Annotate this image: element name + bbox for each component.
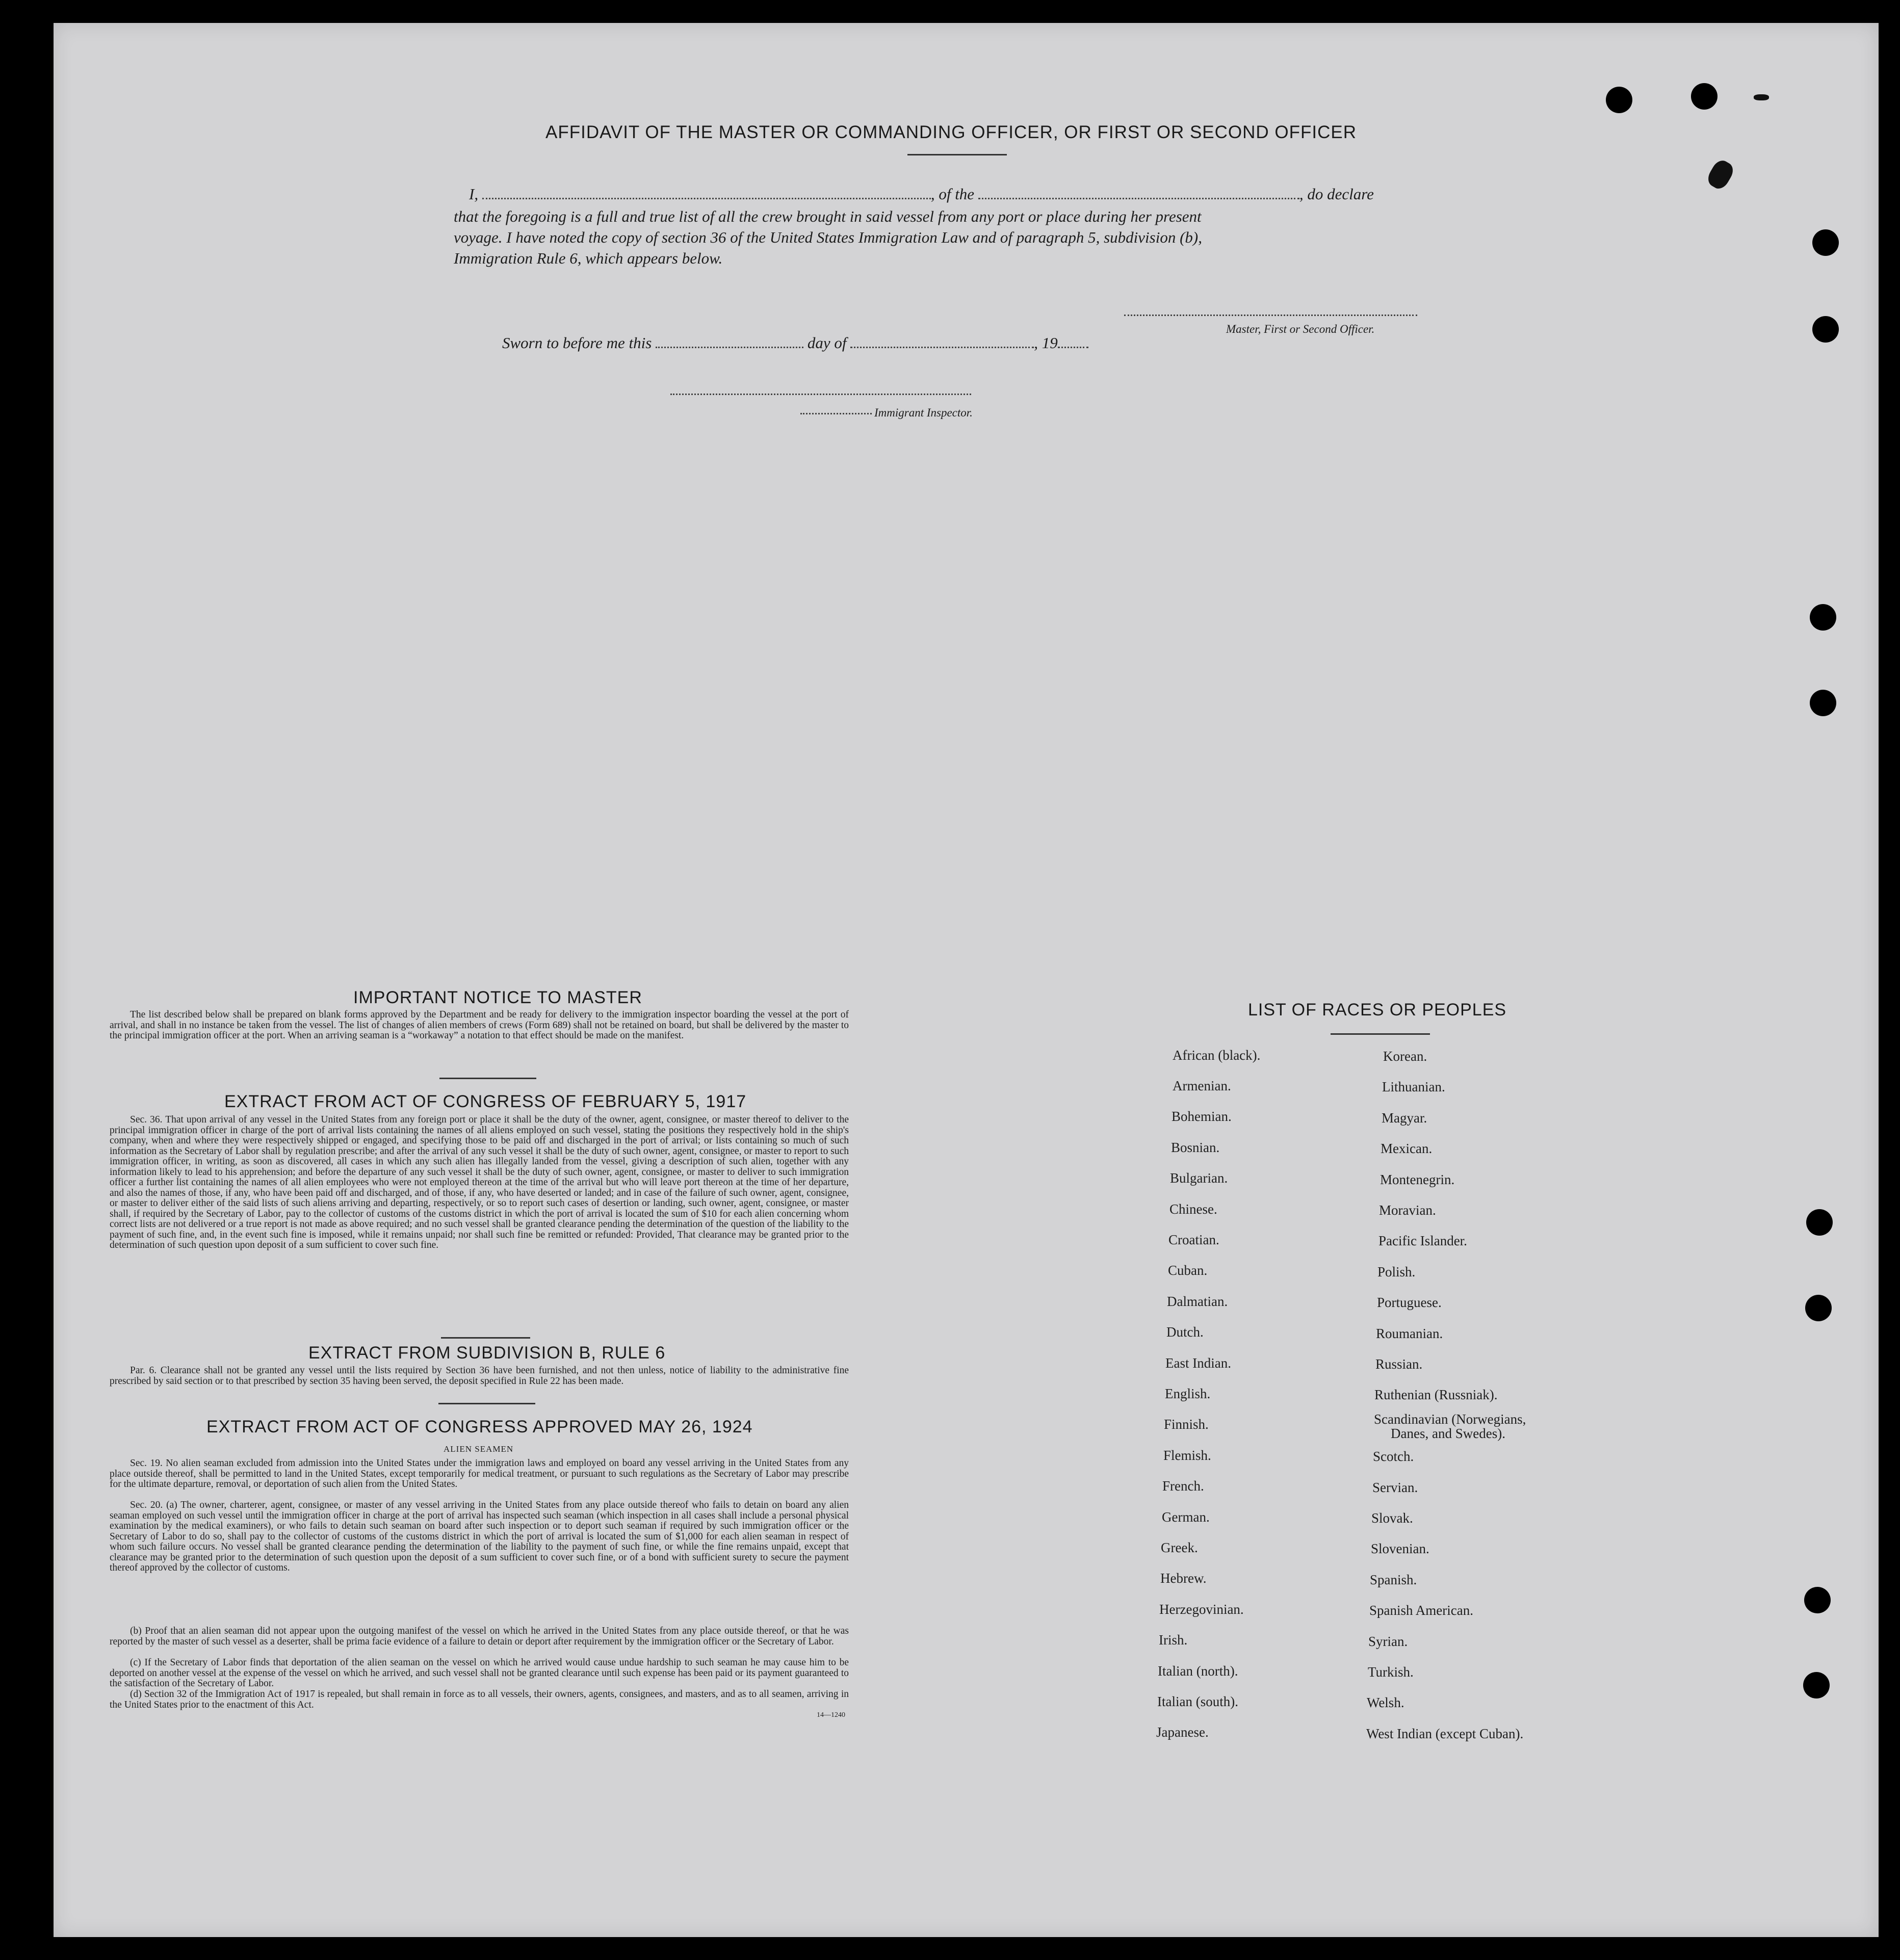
- sec20a-text: Sec. 20. (a) The owner, charterer, agent, consignee, or master of any vessel arriving in the United States from any place outside thereof who fails to detain on board any alien seaman employed on such vessel until the immigration officer in charge at the port of arrival has inspected such seaman (which inspection in all cases shall include a personal physical examination by the medical examiners), or who fails to detain such seaman on board after such inspection or to deport such seaman if required by such immigration officer or the Secretary of Labor to do so, shall pay to the collector of customs of the customs district in which the port of arrival is located the sum of $1,000 for each alien seaman in respect of whom such failure occurs. No vessel shall be granted clearance pending the determination of the liability to the payment of such fine, or while the fine remains unpaid, except that clearance may be granted prior to the determination of such question upon the deposit of a sum sufficient to cover such fine, or of a bond with sufficient surety to secure the payment thereof approved by the collector of customs.: [110, 1500, 849, 1573]
- race-item: Portuguese.: [1377, 1295, 1442, 1310]
- race-item: Irish.: [1159, 1632, 1188, 1648]
- punch-hole: [1812, 229, 1839, 256]
- race-item: Scandinavian (Norwegians,: [1374, 1412, 1526, 1427]
- races-title: LIST OF RACES OR PEOPLES: [1248, 1000, 1507, 1020]
- notice-text: The list described below shall be prepared on blank forms approved by the Department and be ready for delivery to the immigration inspector boarding the vessel at the port of arrival, and shall in no instance be taken from the vessel. The list of changes of alien members of crews (Form 689) shall not be retained on board, but shall be delivered by the master to the principal immigration officer at the port. When an arriving seaman is a “workaway” a notation to that effect should be made on the manifest.: [110, 1009, 849, 1041]
- race-item: Roumanian.: [1376, 1326, 1443, 1341]
- race-item: Slovenian.: [1371, 1541, 1429, 1556]
- punch-hole: [1803, 1672, 1830, 1698]
- race-item: Bosnian.: [1171, 1140, 1220, 1155]
- vessel-field[interactable]: [978, 187, 1299, 199]
- race-item: Turkish.: [1368, 1664, 1414, 1680]
- master-signature-line[interactable]: [1124, 315, 1417, 316]
- race-item: Pacific Islander.: [1378, 1233, 1467, 1248]
- race-item: Hebrew.: [1160, 1571, 1207, 1586]
- ink-smudge: [1754, 94, 1769, 100]
- label-i: I,: [469, 185, 479, 203]
- race-item: Servian.: [1372, 1480, 1418, 1495]
- affidavit-body-2: voyage. I have noted the copy of section 36 of the United States Immigration Law and of paragraph 5, subdivision (b),: [454, 228, 1202, 246]
- extract-1924-title: EXTRACT FROM ACT OF CONGRESS APPROVED MAY 26, 1924: [206, 1417, 753, 1436]
- race-item: Ruthenian (Russniak).: [1374, 1387, 1498, 1402]
- affidavit-title: AFFIDAVIT OF THE MASTER OR COMMANDING OFFICER, OR FIRST OR SECOND OFFICER: [545, 122, 1357, 142]
- alien-seamen-subtitle: ALIEN SEAMEN: [444, 1444, 514, 1454]
- inspector-dash: [800, 413, 872, 414]
- master-caption: Master, First or Second Officer.: [1226, 323, 1375, 335]
- punch-hole: [1810, 604, 1836, 631]
- race-item: Bohemian.: [1172, 1109, 1232, 1124]
- name-field[interactable]: [482, 187, 931, 199]
- race-item: Welsh.: [1367, 1695, 1404, 1710]
- label-declare: , do declare: [1299, 185, 1374, 203]
- day-of-label: day of: [807, 334, 847, 352]
- races-title-rule: [1331, 1033, 1430, 1035]
- affidavit-line: [469, 185, 1374, 203]
- race-item: Dutch.: [1166, 1324, 1204, 1340]
- race-item: Italian (north).: [1158, 1663, 1238, 1679]
- sworn-year-field[interactable]: [1058, 336, 1088, 348]
- punch-hole: [1810, 690, 1836, 716]
- form-number: 14—1240: [817, 1711, 845, 1719]
- race-item: Russian.: [1375, 1356, 1423, 1372]
- race-item: French.: [1162, 1478, 1204, 1494]
- race-item: Slovak.: [1371, 1510, 1413, 1526]
- punch-hole: [1806, 1209, 1833, 1236]
- punch-hole: [1691, 83, 1717, 110]
- punch-hole: [1812, 316, 1839, 343]
- inspector-signature-line[interactable]: [670, 394, 971, 395]
- sec19-text: Sec. 19. No alien seaman excluded from admission into the United States under the immigration laws and employed on board any vessel arriving in the United States from any place outside thereof, shall be permitted to land in the United States, except temporarily for medical treatment, or pursuant to such regulations as the Secretary of Labor may prescribe for the ultimate departure, removal, or deportation of such alien from the United States.: [110, 1458, 849, 1489]
- race-item: Moravian.: [1379, 1203, 1436, 1218]
- label-of-the: , of the: [930, 185, 975, 203]
- sec20b-text: (b) Proof that an alien seaman did not appear upon the outgoing manifest of the vessel on which he arrived in the United States from any place outside thereof, or that he was reported by the master of such vessel as a deserter, shall be prima facie evidence of a failure to detain or deport after requirement by the immigration officer or the Secretary of Labor.: [110, 1626, 849, 1647]
- race-item: Cuban.: [1168, 1263, 1208, 1278]
- ink-smudge: [1705, 158, 1736, 192]
- race-item: Lithuanian.: [1382, 1079, 1445, 1094]
- affidavit-body-3: Immigration Rule 6, which appears below.: [454, 249, 723, 267]
- race-item: Armenian.: [1173, 1078, 1231, 1093]
- sec20c-text: (c) If the Secretary of Labor finds that deportation of the alien seaman on the vessel on which he arrived would cause undue hardship to such seaman he may cause him to be deported on another vessel at the expense of the vessel on which he arrived, and such vessel shall not be granted clearance until such expense has been paid or its payment guaranteed to the satisfaction of the Secretary of Labor.: [110, 1657, 849, 1689]
- sec20d-text: (d) Section 32 of the Immigration Act of 1917 is repealed, but shall remain in force as to all vessels, their owners, agents, consignees, and masters, and as to all seamen, arriving in the United States prior to the enactment of this Act.: [110, 1689, 849, 1710]
- race-item: Syrian.: [1368, 1634, 1408, 1649]
- sworn-day-field[interactable]: [656, 336, 803, 348]
- race-item: African (black).: [1173, 1048, 1261, 1063]
- title-rule: [907, 154, 1007, 155]
- race-item: Chinese.: [1169, 1201, 1217, 1217]
- inspector-caption: Immigrant Inspector.: [874, 406, 973, 419]
- race-item: Spanish American.: [1369, 1603, 1473, 1618]
- race-item: Magyar.: [1382, 1110, 1427, 1126]
- race-item: Flemish.: [1163, 1448, 1211, 1463]
- extract-rule6-text: Par. 6. Clearance shall not be granted any vessel until the lists required by Section 36 have been furnished, and not then unless, notice of liability to the administrative fine prescribed by said section or to that prescribed by section 35 having been served, the deposit specified in Rule 22 has been made.: [110, 1365, 849, 1387]
- extract-rule6-title: EXTRACT FROM SUBDIVISION B, RULE 6: [308, 1343, 666, 1363]
- extract-1917-title: EXTRACT FROM ACT OF CONGRESS OF FEBRUARY 5, 1917: [224, 1092, 747, 1111]
- sworn-line: [502, 334, 1088, 352]
- section-rule: [438, 1403, 535, 1404]
- race-item: Spanish.: [1370, 1572, 1417, 1587]
- punch-hole: [1805, 1295, 1832, 1321]
- race-item: Scotch.: [1373, 1449, 1414, 1464]
- race-item: West Indian (except Cuban).: [1366, 1726, 1524, 1741]
- race-item: Bulgarian.: [1170, 1170, 1228, 1186]
- race-item-continued: Danes, and Swedes).: [1391, 1426, 1505, 1441]
- sworn-month-field[interactable]: [850, 336, 1034, 348]
- section-rule: [441, 1337, 530, 1339]
- year-label: , 19: [1034, 334, 1058, 352]
- section-rule: [439, 1078, 536, 1079]
- race-item: German.: [1162, 1509, 1210, 1525]
- race-item: Finnish.: [1164, 1417, 1209, 1432]
- punch-hole: [1804, 1587, 1831, 1613]
- race-item: Italian (south).: [1157, 1694, 1238, 1709]
- race-item: Japanese.: [1156, 1724, 1209, 1740]
- document-page: [54, 23, 1879, 1937]
- race-item: Mexican.: [1381, 1141, 1433, 1156]
- race-item: Montenegrin.: [1380, 1172, 1455, 1187]
- notice-title: IMPORTANT NOTICE TO MASTER: [353, 988, 642, 1007]
- race-item: Herzegovinian.: [1159, 1602, 1244, 1617]
- affidavit-body-1: that the foregoing is a full and true list of all the crew brought in said vessel from any port or place during her present: [454, 207, 1202, 225]
- race-item: East Indian.: [1165, 1355, 1231, 1371]
- race-item: Croatian.: [1168, 1232, 1219, 1247]
- punch-hole: [1606, 87, 1632, 113]
- race-item: English.: [1165, 1386, 1211, 1401]
- sworn-label: Sworn to before me this: [502, 334, 652, 352]
- race-item: Greek.: [1161, 1540, 1198, 1555]
- race-item: Polish.: [1377, 1264, 1416, 1279]
- race-item: Dalmatian.: [1167, 1294, 1228, 1309]
- extract-1917-text: Sec. 36. That upon arrival of any vessel in the United States from any foreign port or place it shall be the duty of the owner, agent, consignee, or master thereof to deliver to the principal immigration officer in charge of the port of arrival lists containing the names of all aliens employed on such vessel, stating the positions they respectively hold in the ship's company, when and where they were respectively shipped or engaged, and specifying those to be paid off and discharged in the port of arrival; or lists containing so much of such information as the Secretary of Labor shall by regulation prescribe; and after the arrival of any such vessel it shall be the duty of such owner, agent, consignee, or master to report to such immigration officer, in writing, as soon as discovered, all cases in which any such alien has illegally landed from the vessel, giving a description of such alien, together with any information likely to lead to his apprehension; and before the departure of any such vessel it shall be the duty of such owner, agent, consignee, or master to deliver to such immigration officer a further list containing the names of all alien employees who were not employed thereon at the time of the arrival but who will leave port thereon at the time of her departure, and also the names of those, if any, who have been paid off and discharged, and of those, if any, who have deserted or landed; and in case of the failure of such owner, agent, consignee, or master to deliver either of the said lists of such aliens arriving and departing, respectively, or so to report such cases of desertion or landing, such owner, agent, consignee, or master shall, if required by the Secretary of Labor, pay to the collector of customs of the customs district in which the port of arrival is located the sum of $10 for each alien concerning whom correct lists are not delivered or a true report is not made as above required; and no such vessel shall be granted clearance pending the determination of the question of the liability to the payment of such fine, and, in the event such fine is imposed, while it remains unpaid; nor shall such fine be remitted or refunded: Provided, That clearance may be granted prior to the determination of such question upon deposit of a sum sufficient to cover such fine.: [110, 1114, 849, 1250]
- race-item: Korean.: [1383, 1049, 1427, 1064]
